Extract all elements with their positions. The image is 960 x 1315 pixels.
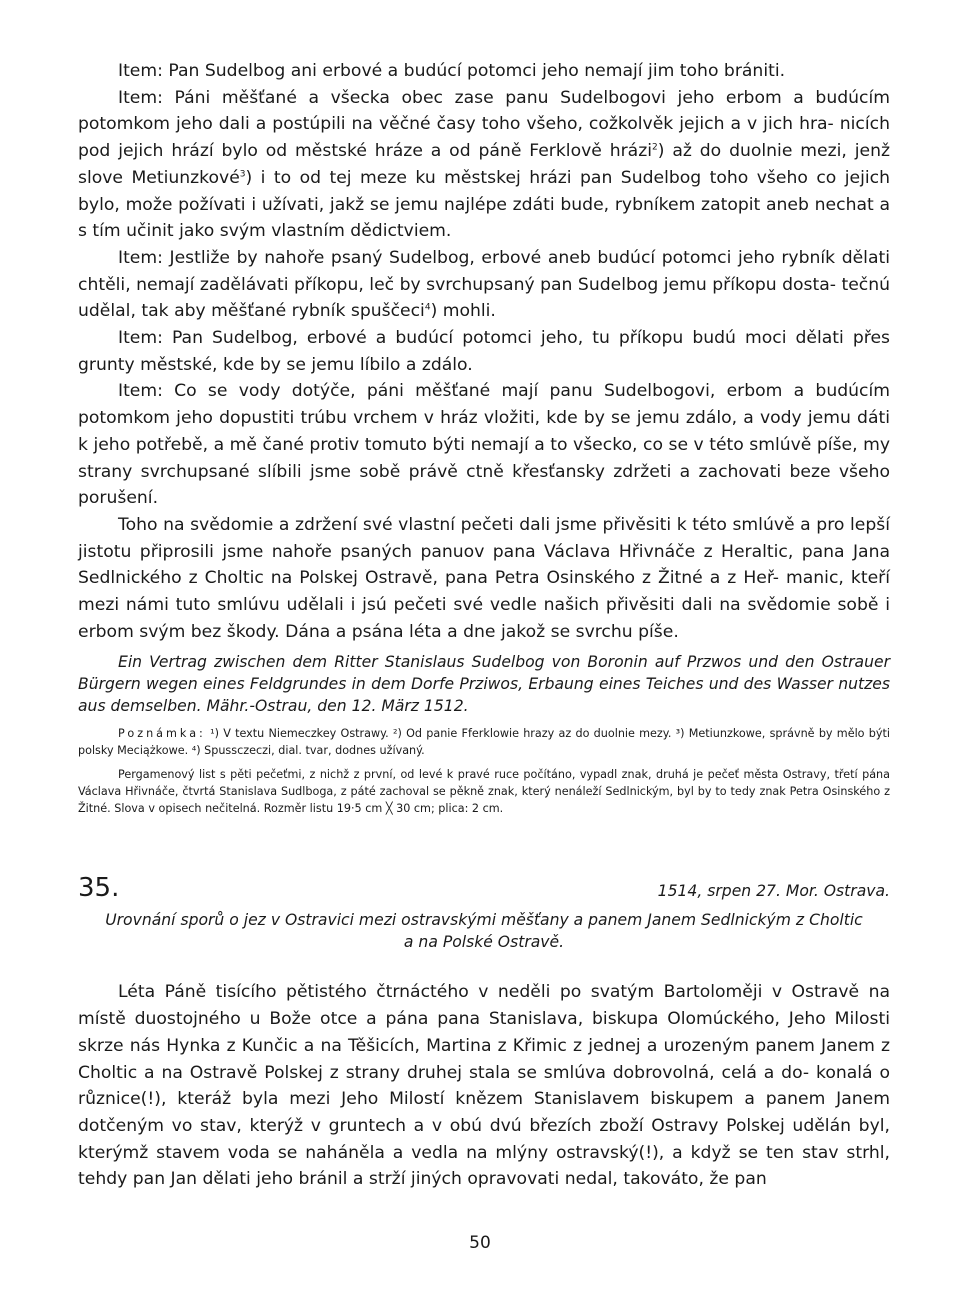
page-number: 50 bbox=[469, 1233, 491, 1253]
paragraph-item-1: Item: Pan Sudelbog ani erbové a budúcí potomci jeho nemají jim toho brániti. bbox=[118, 61, 786, 81]
parchment-description: Pergamenový list s pěti pečeťmi, z nichž z první, od levé k pravé ruce počítáno, vypadl znak, druhá je pečeť města Ostravy, třetí pána Václava Hřivnáče, čtvrtá Stanislava Sudlboga, z páté zachoval se pěkně znak, který nenáleží Sedlnickým, byl by to tedy znak Petra Osinského z Žitné. Slova v opisech nečitelná. Rozměr listu 19·5 cm ╳ 30 cm; plica: 2 cm. bbox=[78, 768, 890, 816]
paragraph-item-5: Item: Co se vody dotýče, páni měšťané mají panu Sudelbogovi, erbom a budúcím potomkom jeho dopustiti trúbu vrchem v hráz vložiti, kde by se jemu zdálo, a vody jemu dáti k jeho potřebě, a mě čané protiv tomuto býti nemají a to všecko, co se v této smlúvě píše, my strany svrchupsané slíbili jsme sobě právě ctně křesťansky zdržeti a zachovati beze všeho porušení. bbox=[78, 381, 890, 509]
paragraph-item-3: Item: Jestliže by nahoře psaný Sudelbog, erbové aneb budúcí potomci jeho rybník dělati chtěli, nemají zadělávati příkopu, leč by svrchupsaný pan Sudelbog jemu příkopu dosta- tečnú udělal, tak aby měšťané rybník spuščeci$^4$) mohli. bbox=[78, 247, 890, 322]
document-number: 35. bbox=[78, 873, 120, 904]
paragraph-item-2: Item: Páni měšťané a všecka obec zase panu Sudelbogovi jeho erbom a budúcím potomkom jeho dali a postúpili na věčné časy toho všeho, cožkolvěk jejich a v jich hra- nicích pod jejich hrází bylo od městské hráze a od páně Ferklově hrázi$^2$) až do duolnie mezi, jenž slove Metiunzkové$^3$) i to od tej meze ku městskej hrázi pan Sudelbog toho všeho co jejich bylo, može požívati i užívati, jakž se jemu najlépe zdáti bude, rybníkem zatopit aneb nechat a s tím učinit jako svým vlastním dědictviem. bbox=[78, 87, 890, 242]
page-content bbox=[78, 58, 890, 1193]
footnote-marker: 4 bbox=[424, 302, 431, 313]
german-summary: Ein Vertrag zwischen dem Ritter Stanislaus Sudelbog von Boronin auf Przwos und den Ostrauer Bürgern wegen eines Feldgrundes in dem Dorfe Prziwos, Erbaung eines Teiches und des Wasser nutzes aus demselben. Mähr.-Ostrau, den 12. März 1512. bbox=[78, 653, 890, 716]
footnote-marker: 2 bbox=[652, 142, 658, 153]
paragraph-closing: Toho na svědomie a zdržení své vlastní pečeti dali jsme přivěsiti k této smlúvě a pro lepší jistotu připrosili jsme nahoře psaných panuov pana Václava Hřivnáče z Heraltic, pana Jana Sedlnického z Choltic na Polskej Ostravě, pana Petra Osinského z Žitné a z Heř- manic, kteří mezi námi tuto smlúvu udělali i jsú pečeti své vedle našich přivěsiti dali na svědomie sobě i erbom svým bez škody. Dána a psána léta a dne jakož se svrchu píše. bbox=[78, 514, 890, 642]
paragraph-item-4: Item: Pan Sudelbog, erbové a budúcí potomci jeho, tu příkopu budú moci dělati přes grunty městské, kde by se jemu líbilo a zdálo. bbox=[78, 328, 890, 375]
document-date-place: 1514, srpen 27. Mor. Ostrava. bbox=[657, 882, 890, 901]
document-body: Léta Páně tisícího pětistého čtrnáctého v neděli po svatým Bartoloměji v Ostravě na místě duostojného u Bože otce a pána pana Stanislava, biskupa Olomúckého, Jeho Milosti skrze nás Hynka z Kunčic a na Těšicích, Martina z Křimic z jednej a urozeným panem Janem z Choltic a na Ostravě Polskej z strany druhej stala se smlúva dobrovolná, celá a do- konalá o různice(!), kteráž byla mezi Jeho Milostí knězem Stanislavem biskupem a panem Janem dotčeným vo stav, kterýž v gruntech a v obú dvú březích zboží Ostravy Polskej udělán byl, kterýmž stavem voda se naháněla a vedla na mlýny ostravský(!), a když se ten stav strhl, tehdy pan Jan dělati jeho bránil a strží jiných opravovati nedal, takováto, že pan bbox=[78, 982, 890, 1190]
document-title: Urovnání sporů o jez v Ostravici mezi ostravskými měšťany a panem Janem Sedlnickým z Choltic a na Polské Ostravě. bbox=[105, 911, 863, 952]
footnotes bbox=[78, 725, 890, 759]
footnote-marker: 3 bbox=[239, 169, 246, 180]
note-label: Poznámka: bbox=[118, 727, 206, 741]
note-text: ¹) V textu Niemeczkey Ostrawy. ²) Od panie Fferklowie hrazy az do duolnie mezy. ³) Metiunzkowe, správně by mělo býti polsky Meciążkowe. ⁴) Spussczeczi, dial. tvar, dodnes užívaný. bbox=[78, 727, 890, 758]
document-header bbox=[78, 873, 890, 903]
